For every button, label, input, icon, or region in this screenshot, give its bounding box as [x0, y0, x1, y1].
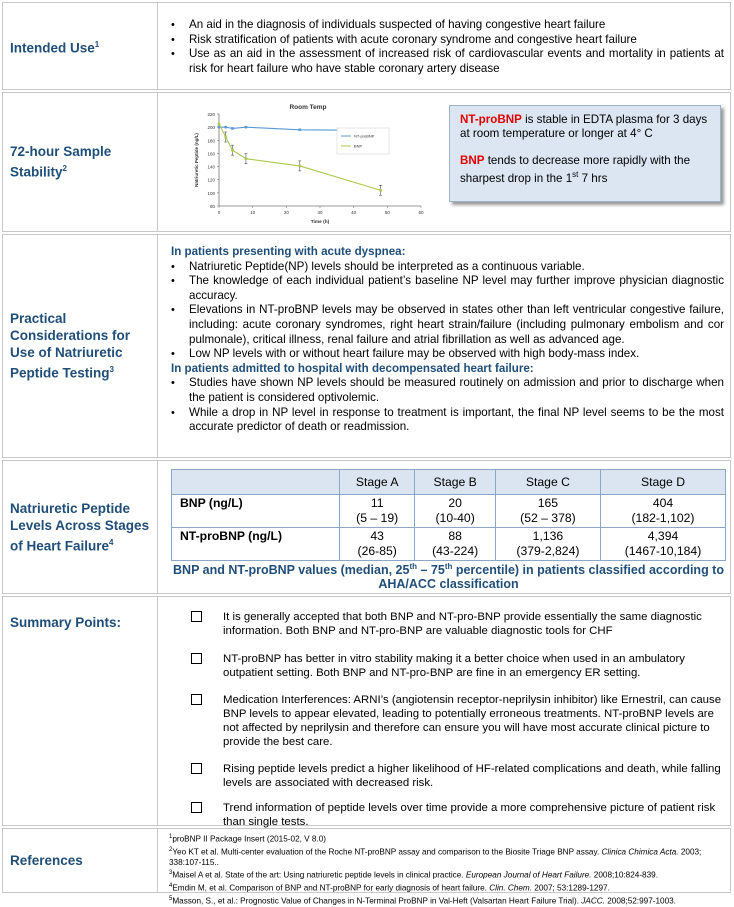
data-point-nt-probnp [299, 128, 302, 131]
x-tick-label: 10 [250, 210, 256, 215]
stability-row [2, 92, 731, 232]
nt-probnp-name: NT-proBNP [460, 113, 522, 126]
list-item: • While a drop in NP level in response to treatment is important, the final NP level seems to be the most accurate predictor of death or readmission. [161, 406, 724, 435]
stability-label: 72-hour Sample Stability$^2$ [3, 93, 158, 231]
intended-use-row [2, 2, 731, 90]
list-item: $^1$proBNP II Package Insert (2015-02, V 8.0) [169, 834, 327, 844]
x-tick-label: 50 [384, 210, 390, 215]
stability-callout: NT-proBNP is stable in EDTA plasma for 3 days at room temperature or longer at 4° C BNP tends to decrease more rapidly with the sharpest drop in the 1st 7 hrs [449, 105, 721, 202]
data-point-nt-probnp [231, 127, 234, 130]
table-caption: BNP and NT-proBNP values (median, 25th – 75th percentile) in patients classified according to AHA/ACC classification [173, 562, 724, 592]
list-item: • Low NP levels with or without heart failure may be observed with high body-mass index. [161, 347, 724, 362]
checkbox-icon [191, 802, 202, 813]
x-tick-label: 30 [317, 210, 323, 215]
summary-point: Rising peptide levels predict a higher likelihood of HF-related complications and death, while falling levels are associated with decreased risk. [199, 762, 724, 790]
summary-point: Medication Interferences: ARNI’s (angiotensin receptor-neprilysin inhibitor) like Ernestril, can cause BNP levels to appear elevated, leading to potentially erroneous treatments. NT-proBNP levels are not affected by neprilysin and therefore can ensure you will have most accurate clinical picture to provide the best care. [199, 693, 724, 749]
x-axis-label: Time (h) [310, 220, 330, 225]
data-point-bnp [299, 165, 302, 168]
list-item: • Risk stratification of patients with acute coronary syndrome and congestive heart failure [161, 33, 724, 48]
y-tick-label: 80 [209, 204, 215, 209]
data-point-bnp [245, 157, 248, 160]
checkbox-icon [191, 763, 202, 774]
list-item: $^4$Emdin M, et al. Comparison of BNP and NT-proBNP for early diagnosis of heart failure. Clin. Chem. 2007; 53:1289-1297. [169, 883, 610, 893]
section-title-dyspnea: In patients presenting with acute dyspnea: [171, 245, 406, 258]
levels-row [2, 460, 731, 594]
y-tick-label: 160 [207, 151, 215, 157]
summary-point: NT-proBNP has better in vitro stability making it a better choice when used in an ambulatory outpatient setting. Both BNP and NT-pro-BNP are fine in an emergency ER setting. [199, 652, 724, 680]
x-tick-label: 0 [217, 210, 221, 215]
summary-point: It is generally accepted that both BNP and NT-pro-BNP provide essentially the same diagnostic information. Both BNP and NT-pro-BNP are valuable diagnostic tools for CHF [199, 610, 724, 638]
legend-box [337, 128, 389, 154]
data-point-nt-probnp [224, 126, 227, 129]
section-title-decompensated: In patients admitted to hospital with decompensated heart failure: [171, 361, 534, 375]
data-point-bnp [218, 123, 221, 126]
summary-row [2, 596, 731, 826]
data-point-bnp [231, 149, 234, 152]
levels-label: Natriuretic Peptide Levels Across Stages of Heart Failure$^4$ [3, 461, 158, 593]
stage-header: Stage A [339, 470, 415, 495]
data-point-bnp [224, 136, 227, 139]
y-tick-label: 140 [207, 164, 215, 170]
x-tick-label: 60 [418, 210, 424, 215]
y-tick-label: 220 [207, 112, 215, 117]
data-point-bnp [379, 189, 382, 192]
table-row: NT-proBNP (ng/L) 43 (26-85) 88 (43-224) 1,136 (379-2,824) 4,394 (1467-10,184) [172, 528, 726, 561]
data-point-nt-probnp [245, 126, 248, 129]
y-tick-label: 120 [207, 177, 215, 183]
levels-table [171, 469, 726, 561]
table-row: BNP (ng/L) 11 (5 – 19) 20 (10-40) 165 (52 – 378) 404 (182-1,102) [172, 495, 726, 528]
stage-header: Stage C [495, 470, 600, 495]
list-item: $^3$Maisel A et al. State of the art: Using natriuretic peptide levels in clinical practice. European Journal of Heart Failure. 2008;10:824-839. [169, 870, 658, 880]
references-row [2, 828, 731, 906]
intended-use-label: Intended Use$^1$ [3, 3, 158, 89]
chart-title: Room Temp [289, 104, 327, 111]
stage-header: Stage D [601, 470, 726, 495]
legend-label: NT-proBNP [354, 133, 375, 139]
list-item: $^2$Yeo KT et al. Multi-center evaluation of the Roche NT-proBNP assay and comparison to the Biosite Triage BNP assay. Clinica Chimica Acta. 2003; 338:107-115.. [169, 846, 702, 867]
decompensated-list [161, 376, 730, 434]
references-label: References [3, 829, 158, 892]
stage-header: Stage B [415, 470, 495, 495]
table-corner [172, 470, 340, 495]
reference-list [169, 832, 730, 907]
practical-label: Practical Considerations for Use of Natriuretic Peptide Testing$^3$ [3, 235, 158, 457]
list-item: $^5$Masson, S., et al.: Prognostic Value of Changes in N-Terminal ProBNP in Val-Heft (Valsartan Heart Failure Trial). JACC. 2008;52:997-1003. [169, 895, 676, 906]
practical-row [2, 234, 731, 458]
stability-chart [189, 98, 429, 230]
x-tick-label: 20 [283, 210, 289, 215]
legend-label: BNP [354, 143, 363, 149]
checkbox-icon [191, 611, 202, 622]
dyspnea-list [161, 260, 730, 362]
y-tick-label: 180 [207, 138, 215, 144]
checkbox-icon [191, 694, 202, 705]
summary-label: Summary Points: [3, 597, 158, 825]
y-tick-label: 100 [207, 190, 215, 196]
list-item: • Studies have shown NP levels should be measured routinely on admission and prior to discharge when the patient is considered optivolemic. [161, 376, 724, 405]
list-item: • Elevations in NT-proBNP levels may be observed in states other than left ventricular congestive failure, including: acute coronary syndromes, right heart strain/failure (including pulmonary embolism and cor pulmonale), critical illness, renal failure and atrial fibrillation as well as advanced age. [161, 303, 724, 347]
y-axis-label: Natriuretic Peptide (ng/L) [194, 133, 199, 187]
checkbox-icon [191, 653, 202, 664]
summary-point: Trend information of peptide levels over time provide a more comprehensive picture of patient risk than single tests. [199, 801, 724, 829]
list-item: • Natriuretic Peptide(NP) levels should be interpreted as a continuous variable. [161, 260, 724, 275]
list-item: • The knowledge of each individual patient’s baseline NP level may further improve physician diagnostic accuracy. [161, 274, 724, 303]
list-item: • An aid in the diagnosis of individuals suspected of having congestive heart failure [161, 18, 724, 33]
y-tick-label: 200 [207, 125, 215, 131]
intended-use-list [161, 18, 730, 76]
x-tick-label: 40 [351, 210, 357, 215]
bnp-name: BNP [460, 154, 485, 167]
list-item: • Use as an aid in the assessment of increased risk of cardiovascular events and mortality in patients at risk for heart failure who have stable coronary artery disease [161, 47, 724, 76]
